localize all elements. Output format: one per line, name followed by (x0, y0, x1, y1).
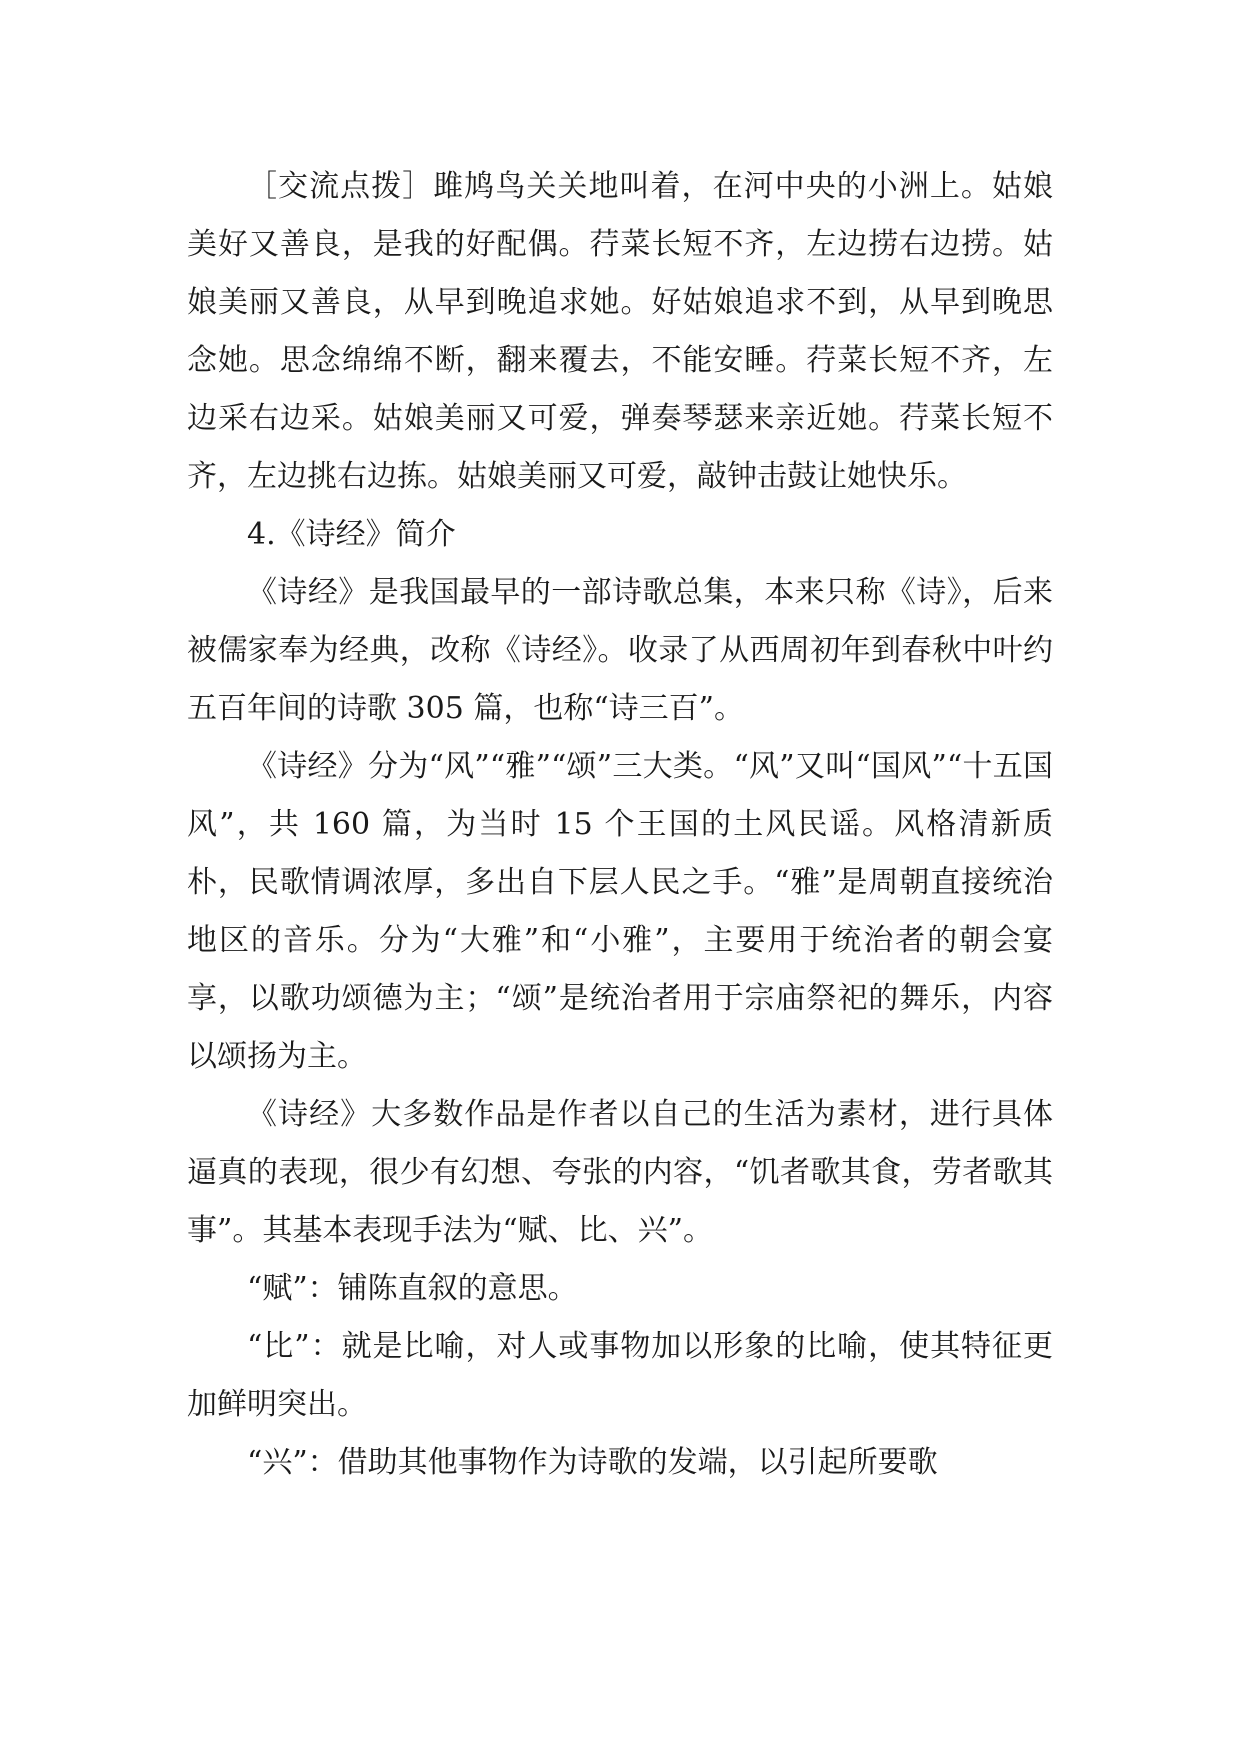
paragraph-intro: 《诗经》是我国最早的一部诗歌总集，本来只称《诗》，后来被儒家奉为经典，改称《诗经》。收录了从西周初年到春秋中叶约五百年间的诗歌 305 篇，也称“诗三百”。 (187, 575, 1053, 726)
section-heading: 4.《诗经》简介 (247, 517, 456, 552)
paragraph-bi: “比”：就是比喻，对人或事物加以形象的比喻，使其特征更加鲜明突出。 (187, 1329, 1053, 1422)
paragraph-translation: ［交流点拨］雎鸠鸟关关地叫着，在河中央的小洲上。姑娘美好又善良，是我的好配偶。荇菜长短不齐，左边捞右边捞。姑娘美丽又善良，从早到晚追求她。好姑娘追求不到，从早到晚思念她。思念绵绵不断，翻来覆去，不能安睡。荇菜长短不齐，左边采右边采。姑娘美丽又可爱，弹奏琴瑟来亲近她。荇菜长短不齐，左边挑右边拣。姑娘美丽又可爱，敲钟击鼓让她快乐。 (187, 169, 1053, 494)
paragraph-xing: “兴”：借助其他事物作为诗歌的发端，以引起所要歌 (247, 1445, 938, 1480)
paragraph-techniques: 《诗经》大多数作品是作者以自己的生活为素材，进行具体逼真的表现，很少有幻想、夸张的内容，“饥者歌其食，劳者歌其事”。其基本表现手法为“赋、比、兴”。 (187, 1097, 1053, 1248)
document-body (187, 158, 1053, 1492)
paragraph-fu: “赋”：铺陈直叙的意思。 (247, 1271, 578, 1306)
paragraph-categories: 《诗经》分为“风”“雅”“颂”三大类。“风”又叫“国风”“十五国风”，共 160 篇，为当时 15 个王国的土风民谣。风格清新质朴，民歌情调浓厚，多出自下层人民之手。“雅”是周朝直接统治地区的音乐。分为“大雅”和“小雅”，主要用于统治者的朝会宴享，以歌功颂德为主；“颂”是统治者用于宗庙祭祀的舞乐，内容以颂扬为主。 (187, 749, 1053, 1074)
